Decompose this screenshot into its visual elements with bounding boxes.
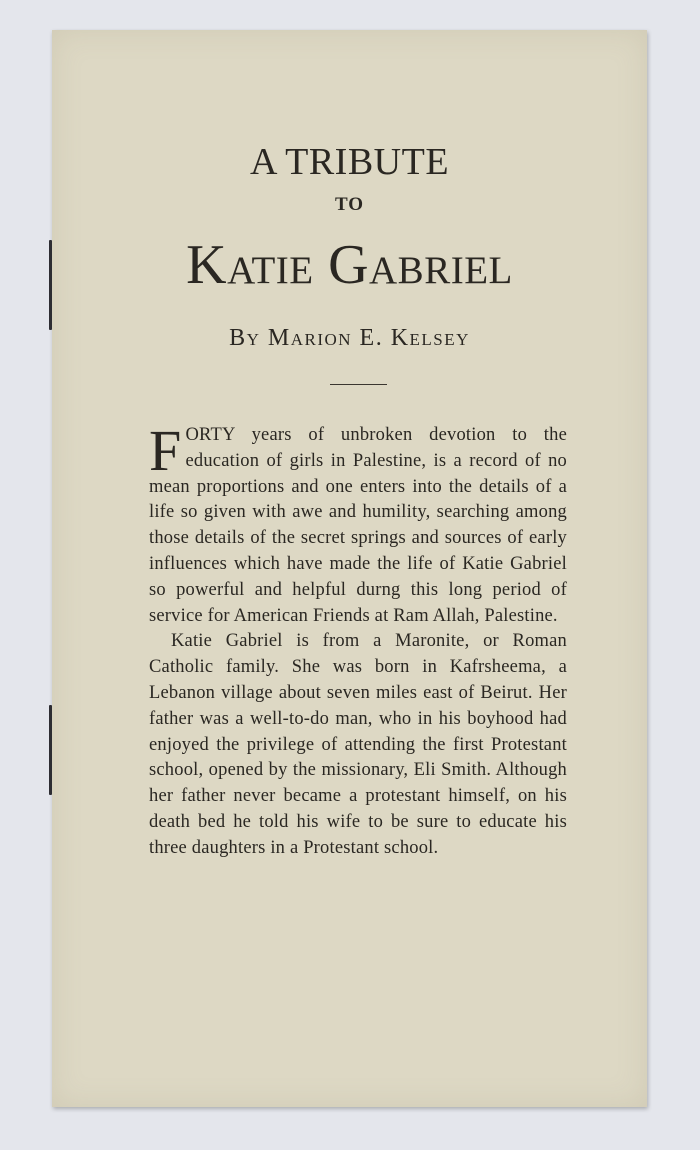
booklet-page <box>52 30 647 1107</box>
title-name: Katie Gabriel <box>186 234 513 296</box>
paragraph-1-text: ORTY years of unbroken devotion to the education of girls in Palestine, is a record of no mean proportions and one enters into the details of a life so given with awe and humility, searching among those details of the secret springs and sources of early influences which have made the life of Katie Gabriel so powerful and helpful durng this long period of service for American Friends at Ram Allah, Palestine. <box>149 425 567 626</box>
staple-bottom <box>49 705 52 795</box>
author-byline: By Marion E. Kelsey <box>229 325 470 351</box>
title-line1: A TRIBUTE <box>249 141 450 183</box>
body-text <box>149 418 567 862</box>
paragraph-2: Katie Gabriel is from a Maronite, or Roman Catholic family. She was born in Kafrsheema, a Lebanon village about seven miles east of Beirut. Her father was a well-to-do man, who in his boyhood had enjoyed the privilege of attending the first Protestant school, opened by the missionary, Eli Smith. Although her father never became a protestant himself, on his death bed he told his wife to be sure to educate his three daughters in a Protestant school. <box>149 631 567 858</box>
divider-rule <box>330 384 387 385</box>
title-to: TO <box>334 194 365 215</box>
paragraph-1 <box>149 418 567 629</box>
drop-cap: F <box>149 418 182 483</box>
